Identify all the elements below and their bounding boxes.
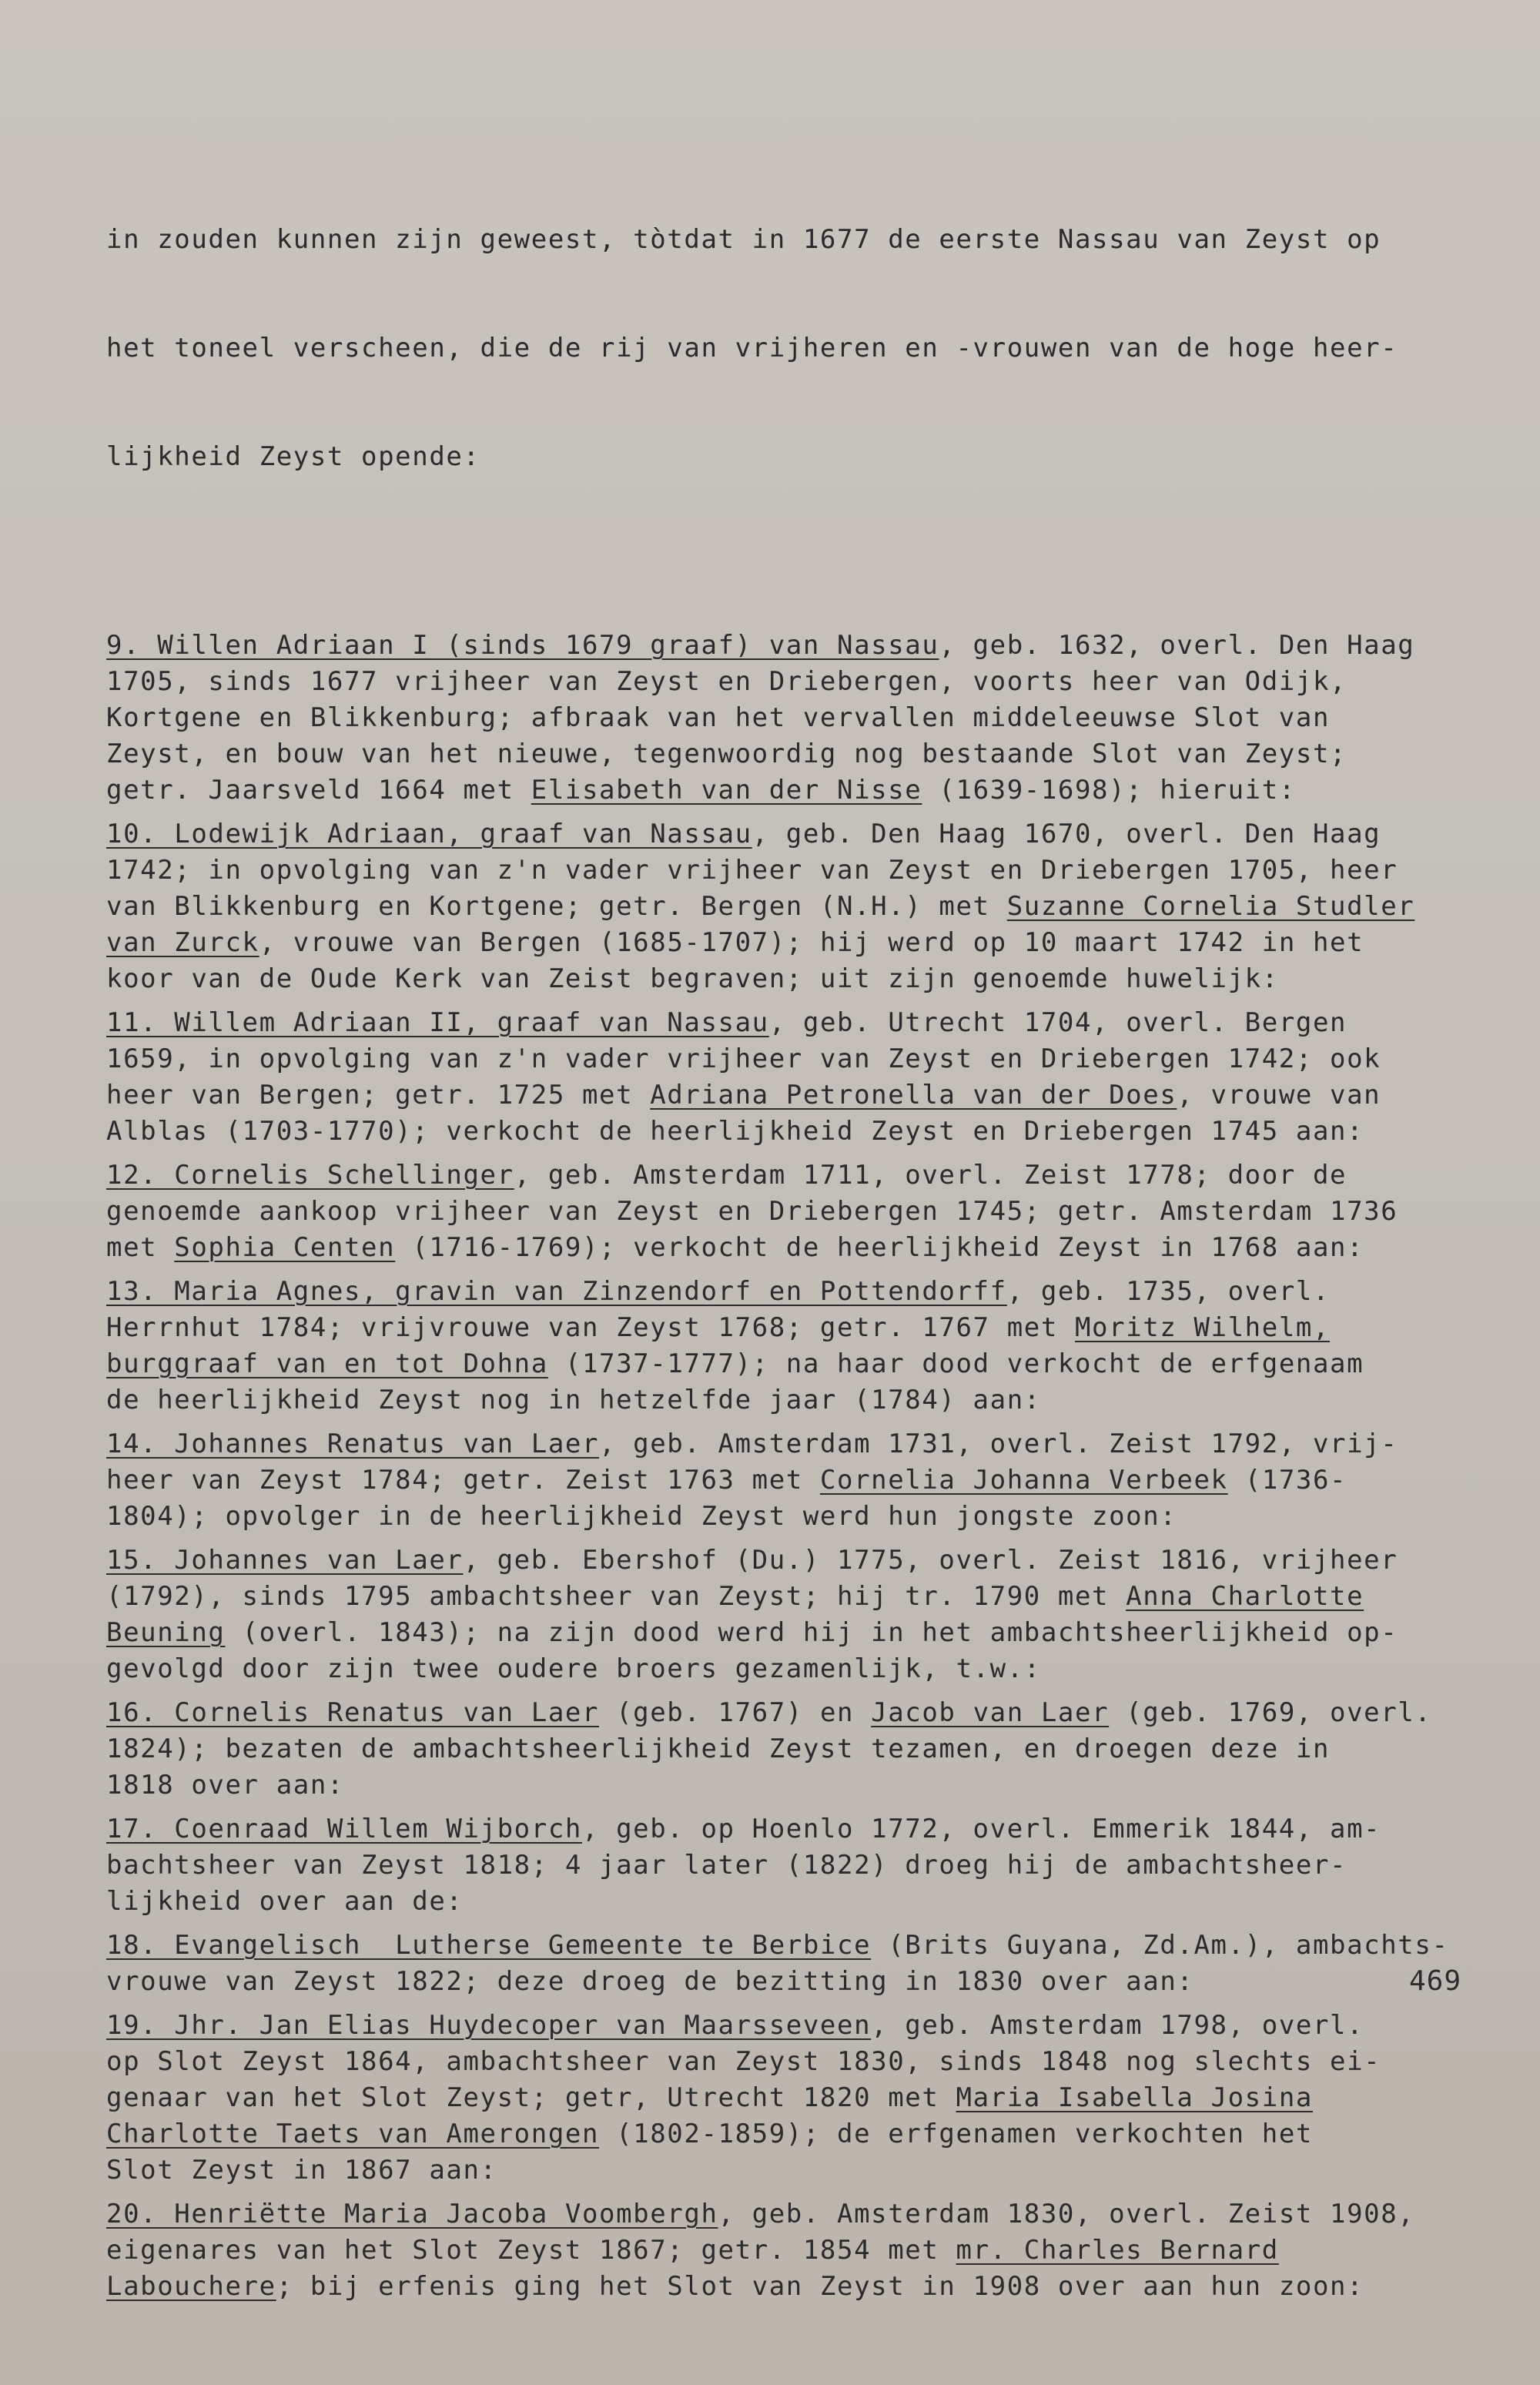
entry-line (106, 1811, 1461, 1847)
entry-line (106, 889, 1461, 925)
entry-text: , geb. op Hoenlo 1772, overl. Emmerik 1844, am- (581, 1814, 1381, 1844)
entry-text: bachtsheer van Zeyst 1818; 4 jaar later (1822) droeg hij de ambachtsheer- (106, 1850, 1348, 1881)
underlined-name: Suzanne Cornelia Studler (1006, 891, 1415, 922)
underlined-name: Maria Isabella Josina (956, 2082, 1313, 2113)
entry-line (106, 1964, 1461, 2000)
entry-line (106, 1005, 1461, 1041)
entry-line (106, 1346, 1461, 1382)
entry-text: , geb. Amsterdam 1830, overl. Zeist 1908, (718, 2199, 1415, 2229)
entry-line (106, 2008, 1461, 2044)
entry-text: 1824); bezaten de ambachtsheerlijkheid Zeyst tezamen, en droegen deze in (106, 1733, 1331, 1764)
entry-text: Zeyst, en bouw van het nieuwe, tegenwoordig nog bestaande Slot van Zeyst; (106, 739, 1348, 769)
entry-text: van Blikkenburg en Kortgene; getr. Bergen (N.H.) met (106, 891, 1007, 922)
entry-line (106, 1310, 1461, 1346)
underlined-name: Jacob van Laer (871, 1697, 1110, 1728)
underlined-name: 15. Johannes van Laer (106, 1545, 464, 1576)
entry-text: (geb. 1769, overl. (1109, 1697, 1432, 1728)
underlined-name: van Zurck (106, 927, 259, 958)
entry-text: 1818 over aan: (106, 1770, 344, 1800)
entry-line (106, 1847, 1461, 1884)
underlined-name: 10. Lodewijk Adriaan, graaf van Nassau (106, 819, 752, 849)
underlined-name: Adriana Petronella van der Does (650, 1080, 1177, 1110)
entry-text: genoemde aankoop vrijheer van Zeyst en Driebergen 1745; getr. Amsterdam 1736 (106, 1196, 1398, 1227)
entry-text: (1716-1769); verkocht de heerlijkheid Zeyst in 1768 aan: (395, 1232, 1364, 1263)
entry-line (106, 1884, 1461, 1920)
entry-line (106, 1462, 1461, 1499)
underlined-name: 19. Jhr. Jan Elias Huydecoper van Maarsseveen (106, 2010, 872, 2041)
underlined-name: Moritz Wilhelm, (1074, 1312, 1331, 1343)
entry-line (106, 1615, 1461, 1651)
entry-text: koor van de Oude Kerk van Zeist begraven; uit zijn genoemde huwelijk: (106, 963, 1279, 994)
entry-text: (overl. 1843); na zijn dood werd hij in het ambachtsheerlijkheid op- (225, 1617, 1398, 1648)
entry-text: (1737-1777); na haar dood verkocht de erfgenaam (547, 1348, 1364, 1379)
entry-line (106, 2233, 1461, 2269)
entry-text: (1639-1698); hieruit: (922, 775, 1296, 806)
entry-text: met (106, 1232, 175, 1263)
entry-text: , vrouwe van (1177, 1080, 1381, 1110)
underlined-name: 11. Willem Adriaan II, graaf van Nassau (106, 1007, 769, 1038)
entry-paragraph (106, 628, 1461, 809)
underlined-name: Anna Charlotte (1126, 1581, 1364, 1612)
entry-text: (geb. 1767) en (599, 1697, 872, 1728)
entry-paragraph (106, 1426, 1461, 1535)
entry-line (106, 1695, 1461, 1731)
entry-text: 1705, sinds 1677 vrijheer van Zeyst en Driebergen, voorts heer van Odijk, (106, 666, 1348, 697)
entry-line (106, 1230, 1461, 1266)
entry-text: (1792), sinds 1795 ambachtsheer van Zeyst; hij tr. 1790 met (106, 1581, 1127, 1612)
entry-text: Kortgene en Blikkenburg; afbraak van het vervallen middeleeuwse Slot van (106, 702, 1331, 733)
entry-paragraph (106, 1157, 1461, 1266)
entry-line (106, 700, 1461, 736)
entry-line (106, 2269, 1461, 2305)
entry-text: de heerlijkheid Zeyst nog in hetzelfde jaar (1784) aan: (106, 1385, 1041, 1415)
entry-paragraph (106, 1928, 1461, 2000)
entry-line (106, 1579, 1461, 1615)
entry-text: (Brits Guyana, Zd.Am.), ambachts- (871, 1930, 1449, 1961)
entry-line (106, 961, 1461, 997)
entry-text: (1802-1859); de erfgenamen verkochten het (599, 2119, 1313, 2149)
entry-text: 1804); opvolger in de heerlijkheid Zeyst werd hun jongste zoon: (106, 1501, 1177, 1532)
entry-text: , geb. Den Haag 1670, overl. Den Haag (752, 819, 1381, 849)
entry-line (106, 1928, 1461, 1964)
underlined-name: 17. Coenraad Willem Wijborch (106, 1814, 582, 1844)
intro-line: in zouden kunnen zijn geweest, tòtdat in 1677 de eerste Nassau van Zeyst op (106, 224, 1381, 255)
underlined-name: 16. Cornelis Renatus van Laer (106, 1697, 600, 1728)
underlined-name: Cornelia Johanna Verbeek (819, 1465, 1228, 1496)
underlined-name: Labouchere (106, 2271, 276, 2302)
intro-line: lijkheid Zeyst opende: (106, 441, 480, 472)
entry-line (106, 1543, 1461, 1579)
entry-text: 1659, in opvolging van z'n vader vrijheer van Zeyst en Driebergen 1742; ook (106, 1043, 1381, 1074)
entry-line (106, 2152, 1461, 2189)
underlined-name: 20. Henriëtte Maria Jacoba Voombergh (106, 2199, 718, 2229)
entry-line (106, 1194, 1461, 1230)
entry-line (106, 1651, 1461, 1687)
entry-line (106, 2116, 1461, 2152)
entry-text: , geb. 1735, overl. (1006, 1276, 1331, 1307)
intro-line: het toneel verscheen, die de rij van vrijheren en -vrouwen van de hoge heer- (106, 333, 1398, 363)
underlined-name: 14. Johannes Renatus van Laer (106, 1429, 600, 1459)
underlined-name: Sophia Centen (174, 1232, 396, 1263)
underlined-name: burggraaf van en tot Dohna (106, 1348, 548, 1379)
underlined-name: Charlotte Taets van Amerongen (106, 2119, 600, 2149)
entry-paragraph (106, 1543, 1461, 1687)
entry-text: , geb. Amsterdam 1711, overl. Zeist 1778; door de (514, 1160, 1348, 1191)
entry-line (106, 772, 1461, 809)
entry-line (106, 2044, 1461, 2080)
intro-paragraph (106, 149, 1461, 548)
entry-line (106, 664, 1461, 700)
entry-text: , geb. Ebershof (Du.) 1775, overl. Zeist 1816, vrijheer (463, 1545, 1398, 1576)
entry-text: op Slot Zeyst 1864, ambachtsheer van Zeyst 1830, sinds 1848 nog slechts ei- (106, 2046, 1381, 2077)
entry-text: heer van Zeyst 1784; getr. Zeist 1763 met (106, 1465, 820, 1496)
entry-paragraph (106, 2196, 1461, 2305)
entry-line (106, 1077, 1461, 1114)
entry-text: Herrnhut 1784; vrijvrouwe van Zeyst 1768; getr. 1767 met (106, 1312, 1075, 1343)
entry-line (106, 925, 1461, 961)
entry-text: vrouwe van Zeyst 1822; deze droeg de bezitting in 1830 over aan: (106, 1966, 1194, 1997)
entry-text: , geb. Amsterdam 1731, overl. Zeist 1792, vrij- (599, 1429, 1398, 1459)
entry-text: , vrouwe van Bergen (1685-1707); hij werd op 10 maart 1742 in het (259, 927, 1364, 958)
entry-line (106, 1499, 1461, 1535)
entry-line (106, 1157, 1461, 1194)
underlined-name: Beuning (106, 1617, 226, 1648)
entry-paragraph (106, 1005, 1461, 1150)
underlined-name: mr. Charles Bernard (956, 2235, 1279, 2266)
entry-line (106, 1382, 1461, 1419)
entry-line (106, 1114, 1461, 1150)
entry-text: (1736- (1227, 1465, 1348, 1496)
entry-paragraph (106, 1811, 1461, 1920)
entry-line (106, 1041, 1461, 1077)
entry-paragraph (106, 816, 1461, 997)
entry-line (106, 816, 1461, 853)
entry-paragraph (106, 2008, 1461, 2189)
entry-text: getr. Jaarsveld 1664 met (106, 775, 531, 806)
entry-line (106, 1767, 1461, 1804)
entry-line (106, 1731, 1461, 1767)
entry-text: gevolgd door zijn twee oudere broers gezamenlijk, t.w.: (106, 1653, 1041, 1684)
entry-text: , geb. Amsterdam 1798, overl. (871, 2010, 1364, 2041)
entry-line (106, 1274, 1461, 1310)
entry-line (106, 628, 1461, 664)
entry-text: Alblas (1703-1770); verkocht de heerlijkheid Zeyst en Driebergen 1745 aan: (106, 1116, 1364, 1147)
entry-paragraph (106, 1695, 1461, 1804)
genealogy-entries (106, 628, 1461, 2305)
entry-text: Slot Zeyst in 1867 aan: (106, 2155, 497, 2186)
body-text (106, 77, 1461, 2385)
underlined-name: 13. Maria Agnes, gravin van Zinzendorf en Pottendorff (106, 1276, 1007, 1307)
underlined-name: 18. Evangelisch Lutherse Gemeente te Berbice (106, 1930, 872, 1961)
entry-text: 1742; in opvolging van z'n vader vrijheer van Zeyst en Driebergen 1705, heer (106, 855, 1398, 886)
entry-line (106, 853, 1461, 889)
entry-text: genaar van het Slot Zeyst; getr, Utrecht 1820 met (106, 2082, 956, 2113)
entry-text: heer van Bergen; getr. 1725 met (106, 1080, 651, 1110)
page-number: 469 (1409, 1965, 1462, 1997)
underlined-name: 9. Willen Adriaan I (sinds 1679 graaf) van Nassau (106, 630, 939, 661)
entry-text: eigenares van het Slot Zeyst 1867; getr. 1854 met (106, 2235, 956, 2266)
entry-text: lijkheid over aan de: (106, 1886, 464, 1917)
entry-line (106, 2196, 1461, 2233)
underlined-name: Elisabeth van der Nisse (531, 775, 922, 806)
entry-text: , geb. 1632, overl. Den Haag (939, 630, 1415, 661)
entry-paragraph (106, 1274, 1461, 1419)
entry-line (106, 1426, 1461, 1462)
entry-text: , geb. Utrecht 1704, overl. Bergen (768, 1007, 1348, 1038)
entry-line (106, 736, 1461, 772)
entry-line (106, 2080, 1461, 2116)
entry-text: ; bij erfenis ging het Slot van Zeyst in 1908 over aan hun zoon: (276, 2271, 1364, 2302)
underlined-name: 12. Cornelis Schellinger (106, 1160, 514, 1191)
